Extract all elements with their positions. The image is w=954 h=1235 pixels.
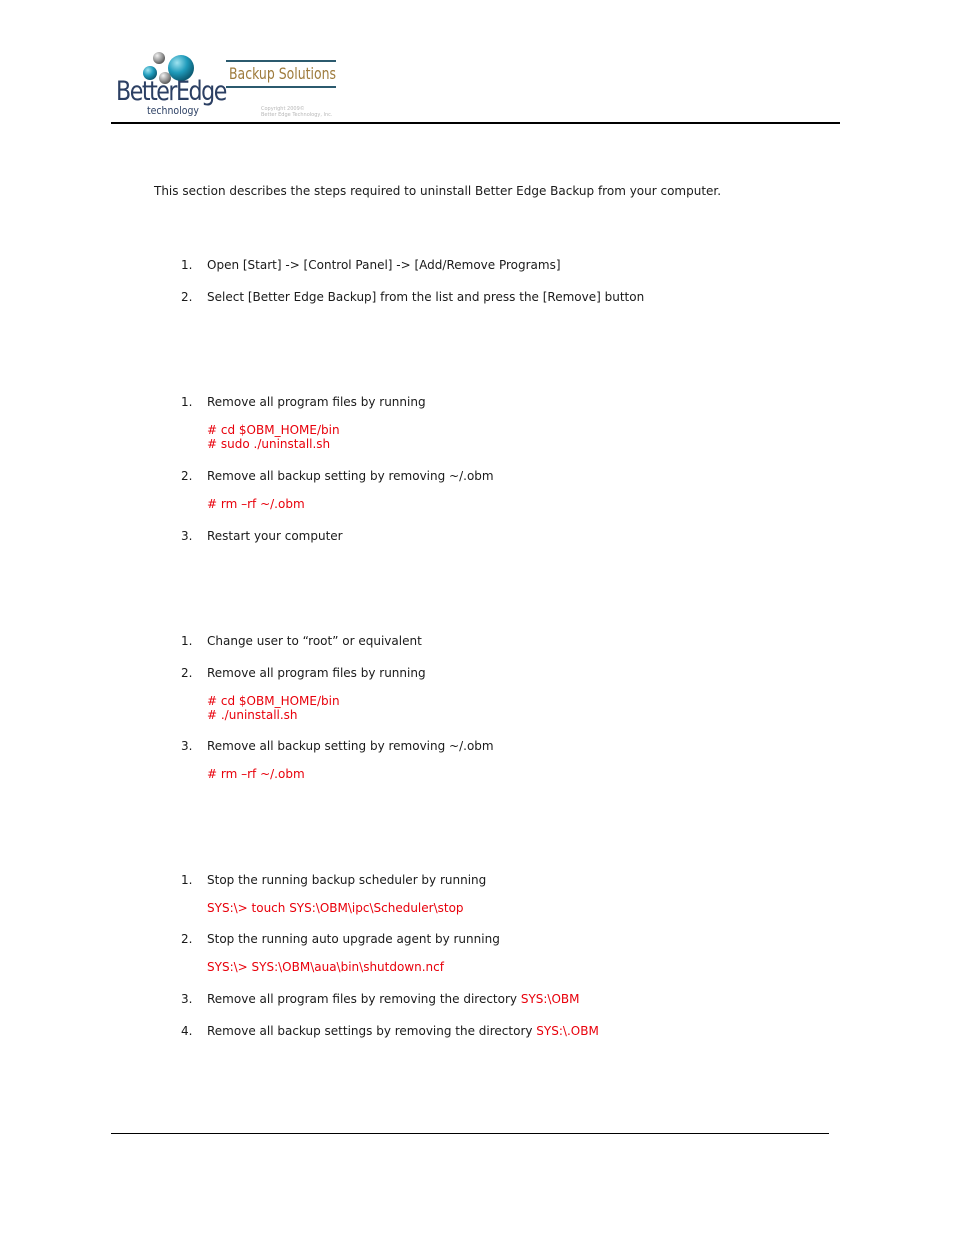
product-name-banner <box>226 60 336 88</box>
step-text: Remove all backup setting by removing ~/.obm <box>207 739 494 753</box>
step-text: Change user to “root” or equivalent <box>207 634 422 648</box>
step-number: 2. <box>181 932 193 946</box>
step-number: 4. <box>181 1024 193 1038</box>
step-text: Open [Start] -> [Control Panel] -> [Add/Remove Programs] <box>207 258 561 272</box>
command-line: # rm –rf ~/.obm <box>207 497 305 511</box>
step-number: 3. <box>181 992 193 1006</box>
step-text: Restart your computer <box>207 529 343 543</box>
footer-divider <box>111 1133 829 1134</box>
command-line: # cd $OBM_HOME/bin <box>207 423 340 437</box>
command-line: SYS:\> touch SYS:\OBM\ipc\Scheduler\stop <box>207 901 464 915</box>
logo-tagline: technology <box>147 104 199 117</box>
step-text: Stop the running auto upgrade agent by running <box>207 932 500 946</box>
directory-path: SYS:\OBM <box>520 992 580 1006</box>
step-number: 1. <box>181 258 193 272</box>
company-logo <box>111 48 346 122</box>
logo-copyright: Copyright 2009© Better Edge Technology, Inc. <box>261 106 333 118</box>
product-name: Backup Solutions <box>229 64 337 83</box>
step-number: 2. <box>181 666 193 680</box>
command-line: # cd $OBM_HOME/bin <box>207 694 340 708</box>
step-number: 2. <box>181 290 193 304</box>
command-line: # sudo ./uninstall.sh <box>207 437 331 451</box>
header-divider <box>111 122 840 124</box>
command-line: SYS:\> SYS:\OBM\aua\bin\shutdown.ncf <box>207 960 444 974</box>
intro-paragraph: This section describes the steps required to uninstall Better Edge Backup from your computer. <box>154 184 722 198</box>
logo-wordmark: BetterEdge <box>116 76 226 107</box>
step-number: 3. <box>181 739 193 753</box>
step-text: Remove all backup settings by removing the directory SYS:\.OBM <box>207 1024 599 1038</box>
step-number: 2. <box>181 469 193 483</box>
step-text: Select [Better Edge Backup] from the list and press the [Remove] button <box>207 290 645 304</box>
step-text: Remove all backup setting by removing ~/.obm <box>207 469 494 483</box>
step-number: 1. <box>181 873 193 887</box>
step-text: Remove all program files by running <box>207 395 426 409</box>
command-line: # ./uninstall.sh <box>207 708 298 722</box>
step-number: 1. <box>181 395 193 409</box>
step-text: Stop the running backup scheduler by running <box>207 873 487 887</box>
step-number: 1. <box>181 634 193 648</box>
directory-path: SYS:\.OBM <box>536 1024 599 1038</box>
step-number: 3. <box>181 529 193 543</box>
step-text: Remove all program files by removing the directory SYS:\OBM <box>207 992 580 1006</box>
step-text: Remove all program files by running <box>207 666 426 680</box>
command-line: # rm –rf ~/.obm <box>207 767 305 781</box>
